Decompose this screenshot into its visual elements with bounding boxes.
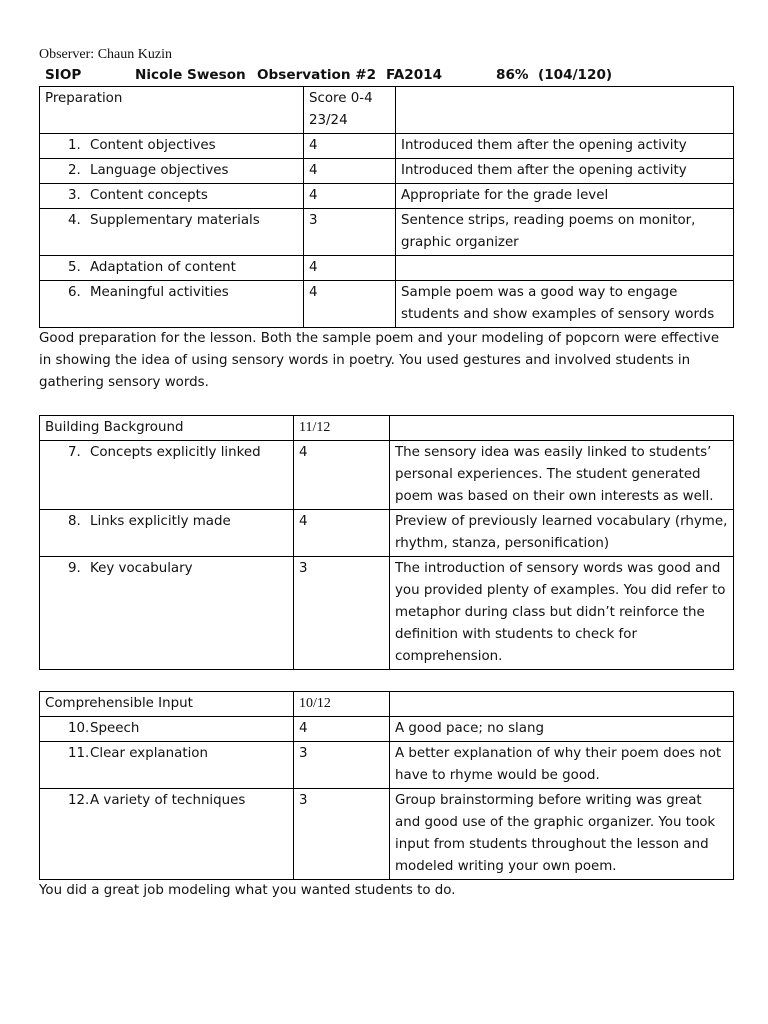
item-comment: A better explanation of why their poem does not have to rhyme would be good. bbox=[390, 742, 734, 789]
building-background-table bbox=[39, 415, 734, 670]
item-score: 4 bbox=[304, 256, 396, 281]
item-label-cell: 3. Content concepts bbox=[40, 184, 304, 209]
preparation-table bbox=[39, 86, 734, 328]
table-row bbox=[40, 256, 734, 281]
table-header-row bbox=[40, 87, 734, 134]
section-score: 23/24 bbox=[309, 113, 348, 128]
item-score: 4 bbox=[294, 510, 390, 557]
item-label-cell: 6. Meaningful activities bbox=[40, 281, 304, 328]
item-label-cell: 7. Concepts explicitly linked bbox=[40, 441, 294, 510]
table-row bbox=[40, 742, 734, 789]
item-label: A variety of techniques bbox=[90, 793, 246, 808]
table-row bbox=[40, 281, 734, 328]
item-score: 3 bbox=[294, 789, 390, 880]
table-row bbox=[40, 209, 734, 256]
item-label: Speech bbox=[90, 721, 140, 736]
item-score: 4 bbox=[304, 134, 396, 159]
item-comment: The sensory idea was easily linked to students’ personal experiences. The student generated poem was based on their own interests as well. bbox=[390, 441, 734, 510]
item-score: 3 bbox=[294, 557, 390, 670]
item-comment: A good pace; no slang bbox=[390, 717, 734, 742]
item-label: Key vocabulary bbox=[90, 561, 193, 576]
item-label-cell: 2. Language objectives bbox=[40, 159, 304, 184]
table-row bbox=[40, 134, 734, 159]
item-comment: Sentence strips, reading poems on monitor, graphic organizer bbox=[396, 209, 734, 256]
item-label: Supplementary materials bbox=[90, 213, 260, 228]
item-label: Content concepts bbox=[90, 188, 208, 203]
item-comment: Sample poem was a good way to engage students and show examples of sensory words bbox=[396, 281, 734, 328]
section-score: 10/12 bbox=[294, 692, 390, 717]
program-name: SIOP bbox=[45, 67, 82, 83]
item-comment: The introduction of sensory words was good and you provided plenty of examples. You did refer to metaphor during class but didn’t reinforce the definition with students to check for comprehension. bbox=[390, 557, 734, 670]
table-row bbox=[40, 557, 734, 670]
table-row bbox=[40, 717, 734, 742]
item-label: Clear explanation bbox=[90, 746, 208, 761]
item-score: 4 bbox=[304, 159, 396, 184]
item-label: Language objectives bbox=[90, 163, 229, 178]
teacher-name: Nicole Sweson bbox=[135, 67, 246, 83]
term: FA2014 bbox=[386, 67, 443, 83]
item-label-cell: 11.Clear explanation bbox=[40, 742, 294, 789]
item-label-cell: 4. Supplementary materials bbox=[40, 209, 304, 256]
table-row bbox=[40, 159, 734, 184]
item-comment: Preview of previously learned vocabulary (rhyme, rhythm, stanza, personification) bbox=[390, 510, 734, 557]
score-scale-label: Score 0-4 bbox=[309, 91, 373, 106]
table-header-row bbox=[40, 416, 734, 441]
section-score-cell bbox=[304, 87, 396, 134]
item-label-cell: 12.A variety of techniques bbox=[40, 789, 294, 880]
item-comment: Introduced them after the opening activity bbox=[396, 134, 734, 159]
comprehensible-input-table bbox=[39, 691, 734, 880]
item-comment: Group brainstorming before writing was great and good use of the graphic organizer. You took input from students throughout the lesson and modeled writing your own poem. bbox=[390, 789, 734, 880]
table-row bbox=[40, 441, 734, 510]
item-label-cell: 9. Key vocabulary bbox=[40, 557, 294, 670]
comprehensible-input-note: You did a great job modeling what you wanted students to do. bbox=[39, 883, 456, 898]
observer-line: Observer: Chaun Kuzin bbox=[39, 47, 172, 62]
item-label: Adaptation of content bbox=[90, 260, 236, 275]
table-row bbox=[40, 510, 734, 557]
table-header-row bbox=[40, 692, 734, 717]
preparation-note: Good preparation for the lesson. Both the sample poem and your modeling of popcorn were effective in showing the idea of using sensory words in poetry. You used gestures and involved students in gathering sensory words. bbox=[39, 331, 720, 390]
section-title: Building Background bbox=[40, 416, 294, 441]
item-score: 4 bbox=[304, 281, 396, 328]
table-row bbox=[40, 789, 734, 880]
item-score: 4 bbox=[294, 717, 390, 742]
item-score: 3 bbox=[294, 742, 390, 789]
item-label-cell: 5. Adaptation of content bbox=[40, 256, 304, 281]
section-title: Preparation bbox=[40, 87, 304, 134]
item-score: 4 bbox=[304, 184, 396, 209]
section-title: Comprehensible Input bbox=[40, 692, 294, 717]
item-label-cell: 8. Links explicitly made bbox=[40, 510, 294, 557]
item-comment: Introduced them after the opening activity bbox=[396, 159, 734, 184]
item-label-cell: 10.Speech bbox=[40, 717, 294, 742]
observation-number: Observation #2 bbox=[257, 67, 377, 83]
item-comment bbox=[396, 256, 734, 281]
item-score: 4 bbox=[294, 441, 390, 510]
observation-form bbox=[39, 44, 733, 902]
item-score: 3 bbox=[304, 209, 396, 256]
overall-score: 86% (104/120) bbox=[496, 67, 613, 83]
item-label: Meaningful activities bbox=[90, 285, 229, 300]
item-label: Concepts explicitly linked bbox=[90, 445, 261, 460]
item-comment: Appropriate for the grade level bbox=[396, 184, 734, 209]
item-label: Links explicitly made bbox=[90, 514, 231, 529]
item-label-cell: 1. Content objectives bbox=[40, 134, 304, 159]
table-row bbox=[40, 184, 734, 209]
item-label: Content objectives bbox=[90, 138, 216, 153]
section-score: 11/12 bbox=[294, 416, 390, 441]
observation-header bbox=[39, 65, 733, 86]
